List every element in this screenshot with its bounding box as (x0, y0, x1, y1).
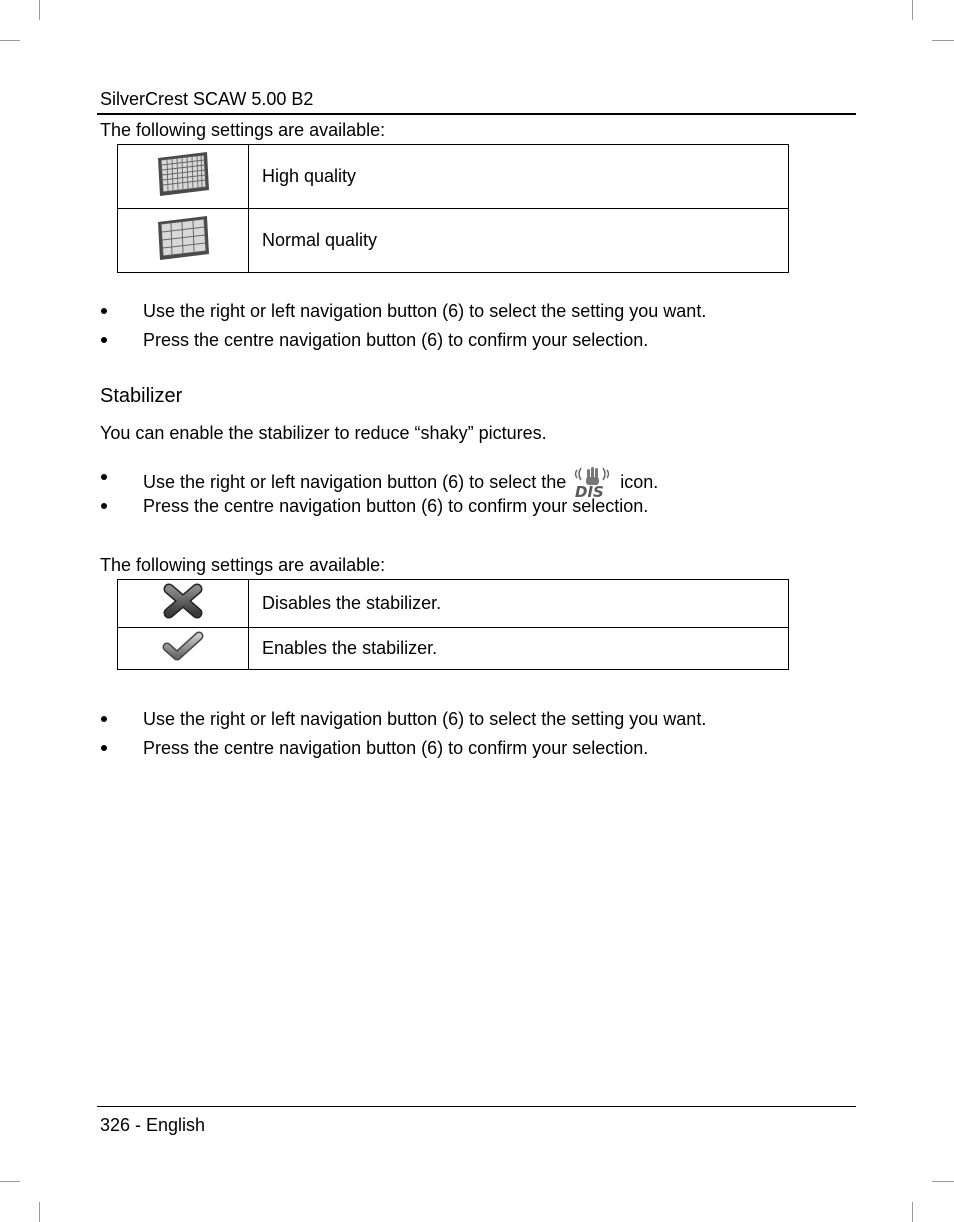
stabilizer-settings-table (117, 579, 789, 670)
footer-rule (97, 1106, 856, 1107)
bullet-dot (101, 503, 107, 509)
crop-mark (932, 1181, 954, 1182)
quality-bullet-2: Press the centre navigation button (6) to confirm your selection. (143, 330, 649, 350)
table-row (118, 145, 789, 209)
stabilizer-bullet-1-text: Use the right or left navigation button (6) to select the (143, 471, 567, 492)
stabilizer-description: You can enable the stabilizer to reduce “shaky” pictures. (100, 423, 547, 443)
crop-mark (39, 1202, 40, 1222)
stabilizer-bullet-2: Press the centre navigation button (6) to confirm your selection. (143, 496, 649, 516)
bullet-dot (101, 308, 107, 314)
stabilizer-bullet-3: Use the right or left navigation button (6) to select the setting you want. (143, 709, 707, 729)
quality-settings-table (117, 144, 789, 273)
bullet-dot (101, 474, 107, 480)
crop-mark (0, 1181, 20, 1182)
crop-mark (912, 0, 913, 20)
crop-mark (932, 40, 954, 41)
high-quality-label: High quality (249, 145, 789, 209)
icon-cell (118, 580, 249, 628)
table-row (118, 580, 789, 628)
cross-icon (163, 583, 203, 624)
table-row (118, 628, 789, 670)
icon-cell (118, 628, 249, 670)
header-rule (97, 113, 856, 115)
quality-intro: The following settings are available: (100, 120, 386, 140)
page-number: 326 - English (100, 1115, 206, 1135)
section-heading-stabilizer: Stabilizer (100, 385, 183, 407)
bullet-dot (101, 745, 107, 751)
icon-cell (118, 145, 249, 209)
crop-mark (39, 0, 40, 20)
crop-mark (0, 40, 20, 41)
checkmark-icon (162, 631, 204, 666)
enables-stabilizer-label: Enables the stabilizer. (249, 628, 789, 670)
table-row (118, 209, 789, 273)
bullet-dot (101, 716, 107, 722)
svg-text:DIS: DIS (575, 483, 605, 500)
normal-quality-label: Normal quality (249, 209, 789, 273)
crop-mark (912, 1202, 913, 1222)
disables-stabilizer-label: Disables the stabilizer. (249, 580, 789, 628)
header-title: SilverCrest SCAW 5.00 B2 (100, 89, 314, 109)
stabilizer-bullet-1-suffix: icon. (620, 471, 659, 492)
stabilizer-bullet-4: Press the centre navigation button (6) to confirm your selection. (143, 738, 649, 758)
stabilizer-settings-intro: The following settings are available: (100, 555, 386, 575)
normal-quality-grid-icon (155, 214, 211, 267)
bullet-dot (101, 337, 107, 343)
quality-bullet-1: Use the right or left navigation button (6) to select the setting you want. (143, 301, 707, 321)
icon-cell (118, 209, 249, 273)
high-quality-grid-icon (155, 150, 211, 203)
